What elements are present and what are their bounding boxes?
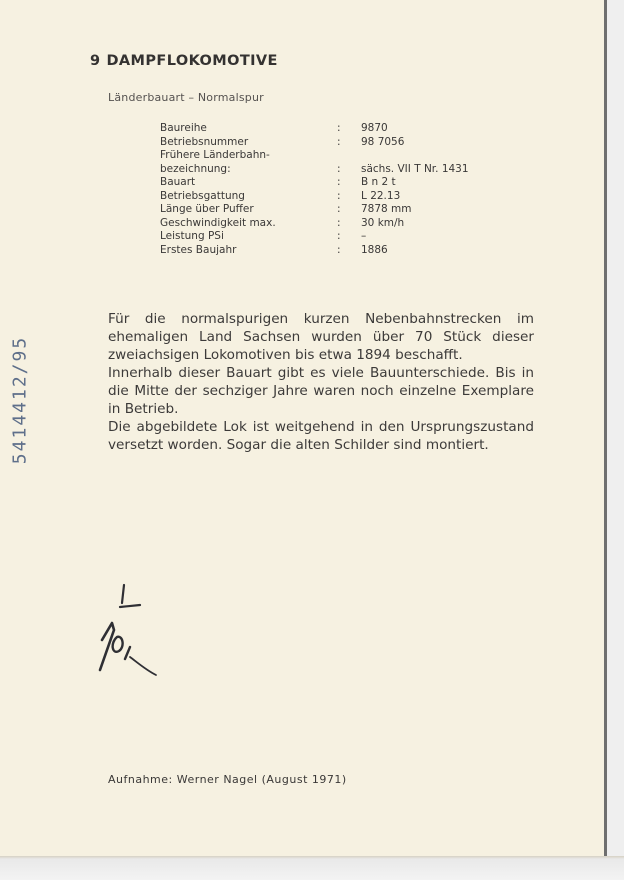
spec-colon: : [337, 122, 341, 134]
spec-label: bezeichnung: [160, 162, 231, 175]
spec-value: 7878 mm [361, 203, 412, 215]
spec-label: Frühere Länderbahn- [160, 149, 270, 161]
spec-value: 1886 [361, 243, 388, 256]
scan-border-right [604, 0, 624, 880]
spec-value: B n 2 t [361, 176, 396, 188]
page-subtitle: Länderbauart – Normalspur [108, 91, 264, 104]
spec-label: Baureihe [160, 122, 207, 134]
spec-label: Leistung PSi [160, 230, 224, 242]
handwritten-stamp-number: 5414412/95 [9, 335, 31, 465]
spec-colon: : [337, 176, 341, 188]
spec-label: Geschwindigkeit max. [160, 216, 276, 229]
spec-value: L 22.13 [361, 189, 401, 202]
spec-colon: : [337, 216, 341, 229]
title-text: DAMPFLOKOMOTIVE [106, 53, 278, 69]
title-number: 9 [90, 53, 101, 69]
spec-colon: : [337, 203, 341, 215]
spec-colon: : [337, 230, 341, 242]
spec-colon: : [337, 243, 341, 256]
spec-colon: : [337, 162, 341, 175]
spec-label: Erstes Baujahr [160, 243, 237, 256]
description-paragraph: Die abgebildete Lok ist weitgehend in den Ursprungszustand versetzt worden. Sogar die alten Schilder sind montiert. [108, 419, 534, 453]
spec-label: Bauart [160, 176, 196, 188]
spec-value: 30 km/h [361, 216, 405, 229]
spec-value: 9870 [361, 122, 388, 134]
spec-label: Betriebsgattung [160, 189, 245, 202]
scan-border-bottom [0, 856, 624, 880]
spec-value: sächs. VII T Nr. 1431 [361, 162, 469, 175]
spec-label: Betriebsnummer [160, 135, 249, 148]
description-paragraph: Innerhalb dieser Bauart gibt es viele Bauunterschiede. Bis in die Mitte der sechziger Jahre waren noch einzelne Exemplare in Betrieb. [108, 365, 534, 417]
photo-credit: Aufnahme: Werner Nagel (August 1971) [108, 773, 347, 786]
spec-label: Länge über Puffer [160, 203, 254, 215]
description-paragraph: Für die normalspurigen kurzen Nebenbahnstrecken im ehemaligen Land Sachsen wurden über 70 Stück dieser zweiachsigen Lokomotiven bis etwa 1894 beschafft. [108, 311, 534, 363]
spec-value: – [361, 230, 367, 242]
spec-colon: : [337, 135, 341, 148]
spec-colon: : [337, 189, 341, 202]
spec-value: 98 7056 [361, 135, 405, 148]
handwritten-price-mark [92, 575, 162, 685]
description-text [108, 310, 534, 454]
page-title [90, 53, 278, 69]
